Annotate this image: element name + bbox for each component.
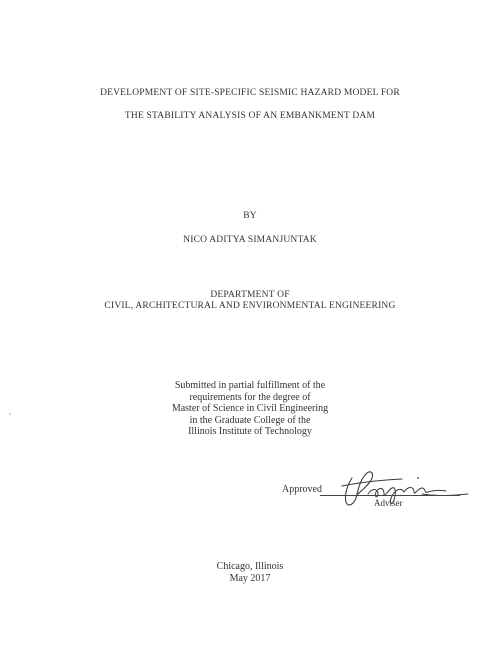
submission-line: in the Graduate College of the	[189, 414, 311, 426]
by-label: BY	[243, 211, 257, 221]
submission-line: Master of Science in Civil Engineering	[171, 403, 329, 415]
submission-statement	[0, 380, 500, 438]
date-text: May 2017	[229, 573, 271, 584]
department-label: DEPARTMENT OF	[210, 290, 290, 300]
location-text: Chicago, Illinois	[216, 561, 284, 572]
approved-label: Approved	[282, 484, 322, 495]
submission-line: Submitted in partial fulfillment of the	[174, 380, 326, 391]
author-name: NICO ADITYA SIMANJUNTAK	[183, 235, 317, 245]
submission-line: requirements for the degree of	[189, 391, 311, 403]
thesis-title-line-2: THE STABILITY ANALYSIS OF AN EMBANKMENT DAM	[124, 111, 376, 121]
adviser-label: Adviser	[374, 498, 403, 508]
submission-line: Illinois Institute of Technology	[188, 426, 312, 438]
signature-line	[320, 495, 460, 496]
thesis-title-line-1: DEVELOPMENT OF SITE-SPECIFIC SEISMIC HAZARD MODEL FOR	[100, 88, 400, 98]
approval-block	[282, 474, 472, 514]
department-name: CIVIL, ARCHITECTURAL AND ENVIRONMENTAL ENGINEERING	[104, 301, 396, 311]
